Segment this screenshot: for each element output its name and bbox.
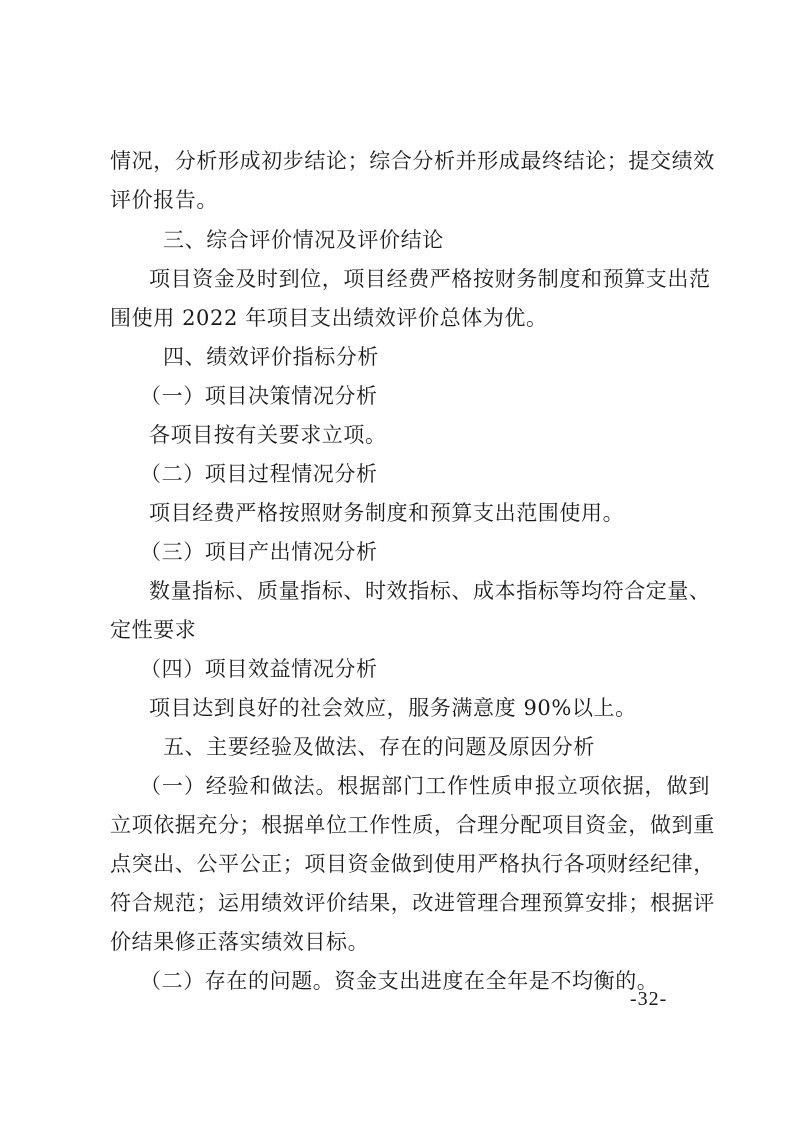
body-text-line: 各项目按有关要求立项。 bbox=[149, 423, 387, 447]
body-text-line: 定性要求 bbox=[110, 618, 197, 642]
subsection-heading: （一）项目决策情况分析 bbox=[140, 384, 378, 408]
subsection-heading: （四）项目效益情况分析 bbox=[140, 657, 378, 681]
body-text-line: 立项依据充分；根据单位工作性质，合理分配项目资金，做到重 bbox=[110, 813, 715, 837]
body-text-line: 项目经费严格按照财务制度和预算支出范围使用。 bbox=[149, 501, 625, 525]
body-text-line: 围使用 2022 年项目支出绩效评价总体为优。 bbox=[110, 306, 548, 330]
section-heading: 四、绩效评价指标分析 bbox=[163, 345, 379, 369]
section-heading: 三、综合评价情况及评价结论 bbox=[163, 228, 444, 252]
body-text-line: 点突出、公平公正；项目资金做到使用严格执行各项财经纪律， bbox=[110, 852, 715, 876]
body-text-line: 价结果修正落实绩效目标。 bbox=[110, 930, 370, 954]
subsection-heading: （三）项目产出情况分析 bbox=[140, 540, 378, 564]
section-heading: 五、主要经验及做法、存在的问题及原因分析 bbox=[163, 735, 595, 759]
body-text-line: 项目达到良好的社会效应，服务满意度 90%以上。 bbox=[149, 696, 637, 720]
body-text-line: （一）经验和做法。根据部门工作性质申报立项依据，做到 bbox=[140, 774, 710, 798]
body-text-line: 评价报告。 bbox=[110, 188, 218, 212]
body-text-line: （二）存在的问题。资金支出进度在全年是不均衡的。 bbox=[140, 969, 659, 993]
body-text-line: 数量指标、质量指标、时效指标、成本指标等均符合定量、 bbox=[149, 579, 711, 603]
body-text-line: 项目资金及时到位，项目经费严格按财务制度和预算支出范 bbox=[149, 267, 711, 291]
page-number: -32- bbox=[630, 988, 668, 1010]
body-text-line: 符合规范；运用绩效评价结果，改进管理合理预算安排；根据评 bbox=[110, 891, 715, 915]
body-text-line: 情况，分析形成初步结论；综合分析并形成最终结论；提交绩效 bbox=[110, 149, 715, 173]
subsection-heading: （二）项目过程情况分析 bbox=[140, 462, 378, 486]
